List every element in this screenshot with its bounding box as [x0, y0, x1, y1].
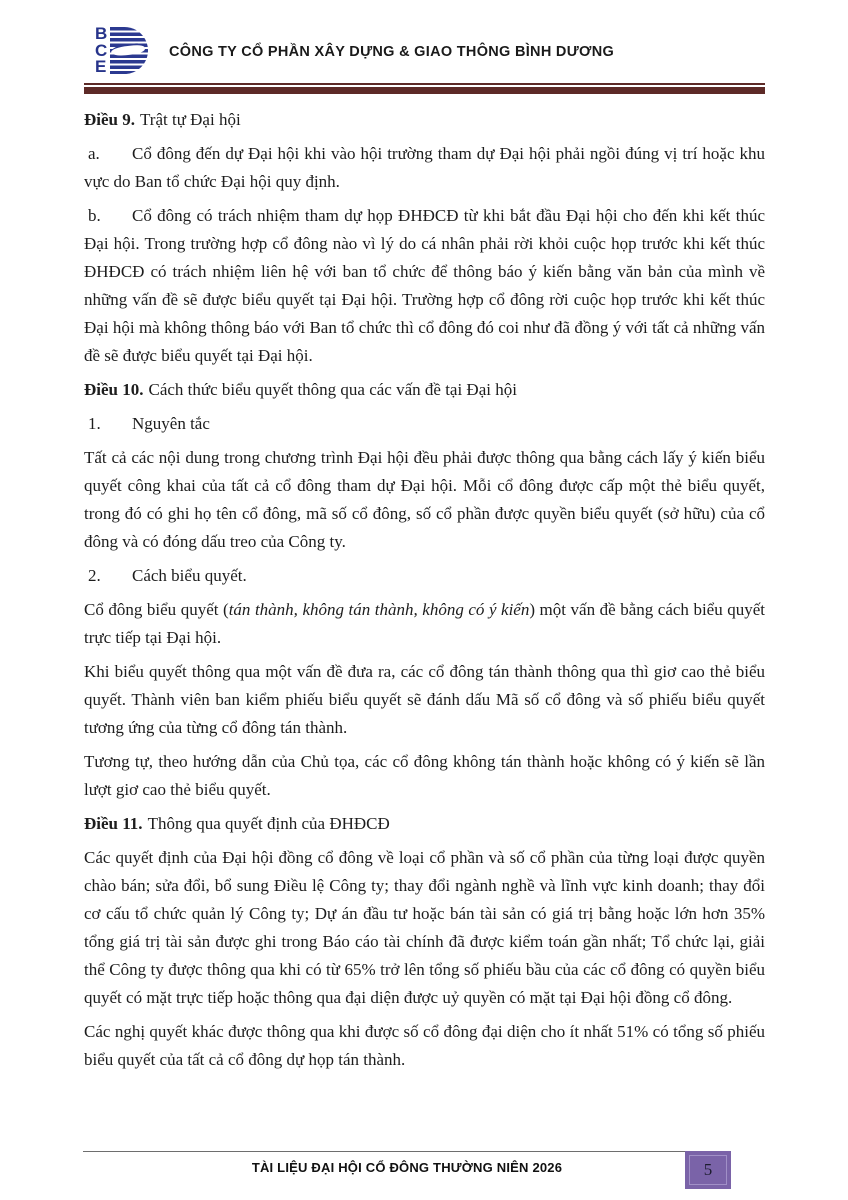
- paragraph-voting-method: [84, 596, 765, 652]
- item-a-text: Cổ đông đến dự Đại hội khi vào hội trường tham dự Đại hội phải ngồi đúng vị trí hoặc khu vực do Ban tổ chức Đại hội quy định.: [84, 144, 765, 191]
- item-2-text: Cách biểu quyết.: [132, 566, 247, 585]
- item-1: [84, 410, 765, 438]
- logo-letter-c: C: [95, 40, 108, 60]
- article-11-number: Điều 11.: [84, 814, 143, 833]
- page-number: 5: [703, 1160, 713, 1179]
- item-a: [84, 140, 765, 196]
- article-9-heading: [84, 106, 765, 134]
- paragraph-voting-disapprove: Tương tự, theo hướng dẫn của Chủ tọa, các cổ đông không tán thành hoặc không có ý kiến sẽ lần lượt giơ cao thẻ biểu quyết.: [84, 752, 765, 799]
- document-body: [84, 106, 765, 1080]
- article-10-number: Điều 10.: [84, 380, 144, 399]
- article-11-heading: [84, 810, 765, 838]
- paragraph-decisions: Các quyết định của Đại hội đồng cổ đông về loại cổ phần và số cổ phần của từng loại được quyền chào bán; sửa đổi, bổ sung Điều lệ Công ty; thay đổi ngành nghề và lĩnh vực kinh doanh; thay đổi cơ cấu tổ chức quản lý Công ty; Dự án đầu tư hoặc bán tài sản có giá trị bằng hoặc lớn hơn 35% tổng giá trị tài sản được ghi trong Báo cáo tài chính đã được kiểm toán gần nhất; Tổ chức lại, giải thể Công ty được thông qua khi có từ 65% trở lên tổng số phiếu bầu của các cổ đông có quyền biểu quyết có mặt trực tiếp hoặc thông qua đại diện được uỷ quyền có mặt tại Đại hội đồng cổ đông.: [84, 848, 765, 1007]
- item-b-text: Cổ đông có trách nhiệm tham dự họp ĐHĐCĐ từ khi bắt đầu Đại hội cho đến khi kết thúc Đại hội. Trong trường hợp cổ đông nào vì lý do cá nhân phải rời khỏi cuộc họp trước khi kết thúc ĐHĐCĐ có trách nhiệm liên hệ với ban tổ chức để thông báo ý kiến bằng văn bản của mình về những vấn đề sẽ được biểu quyết tại Đại hội. Trường hợp cổ đông rời cuộc họp trước khi kết thúc Đại hội mà không thông báo với Ban tổ chức thì cổ đông đó coi như đã đồng ý với tất cả những vấn đề sẽ được biểu quyết tại Đại hội.: [84, 206, 765, 365]
- header-divider: [84, 83, 765, 94]
- article-11-title: Thông qua quyết định của ĐHĐCĐ: [147, 814, 390, 833]
- article-9-title: Trật tự Đại hội: [140, 110, 241, 129]
- logo-letters: [95, 26, 107, 76]
- voting-method-pre: Cổ đông biểu quyết (: [84, 600, 229, 619]
- article-10-title: Cách thức biểu quyết thông qua các vấn đề tại Đại hội: [148, 380, 517, 399]
- item-1-text: Nguyên tắc: [132, 414, 210, 433]
- footer-divider: [83, 1151, 687, 1152]
- page-number-badge: [685, 1151, 731, 1189]
- item-a-label: a.: [88, 144, 100, 163]
- paragraph-principles: Tất cả các nội dung trong chương trình Đại hội đều phải được thông qua bằng cách lấy ý kiến biểu quyết công khai của tất cả cổ đông tham dự Đại hội. Mỗi cổ đông được cấp một thẻ biểu quyết, trong đó có ghi họ tên cổ đông, mã số cổ đông, số cổ phần được quyền biểu quyết (sở hữu) của cổ đông và có đóng dấu treo của Công ty.: [84, 448, 765, 551]
- item-2-label: 2.: [88, 566, 101, 585]
- voting-method-options: tán thành, không tán thành, không có ý kiến: [228, 600, 530, 619]
- company-name: CÔNG TY CỔ PHẦN XÂY DỰNG & GIAO THÔNG BÌNH DƯƠNG: [169, 43, 615, 60]
- item-b-label: b.: [88, 206, 101, 225]
- logo-letter-b: B: [95, 24, 108, 43]
- article-10-heading: [84, 376, 765, 404]
- item-1-label: 1.: [88, 414, 101, 433]
- voting-method-post: ) một vấn đề bằng cách biểu quyết trực tiếp tại Đại hội.: [84, 600, 766, 647]
- paragraph-other-resolutions: Các nghị quyết khác được thông qua khi được số cổ đông đại diện cho ít nhất 51% có tổng số phiếu biểu quyết của tất cả cổ đông dự họp tán thành.: [84, 1022, 765, 1069]
- item-2: [84, 562, 765, 590]
- article-9-number: Điều 9.: [84, 110, 135, 129]
- paragraph-voting-approve: Khi biểu quyết thông qua một vấn đề đưa ra, các cổ đông tán thành thông qua thì giơ cao thẻ biểu quyết. Thành viên ban kiểm phiếu biểu quyết sẽ đánh dấu Mã số cổ đông và số phiếu biểu quyết tương ứng của từng cổ đông tán thành.: [84, 662, 765, 737]
- logo-letter-e: E: [95, 57, 107, 76]
- logo-d-icon: [110, 27, 148, 74]
- company-logo: [95, 25, 153, 78]
- item-b: [84, 202, 765, 370]
- footer-title: TÀI LIỆU ĐẠI HỘI CỔ ĐÔNG THƯỜNG NIÊN 2026: [251, 1160, 563, 1175]
- document-header: [95, 25, 614, 78]
